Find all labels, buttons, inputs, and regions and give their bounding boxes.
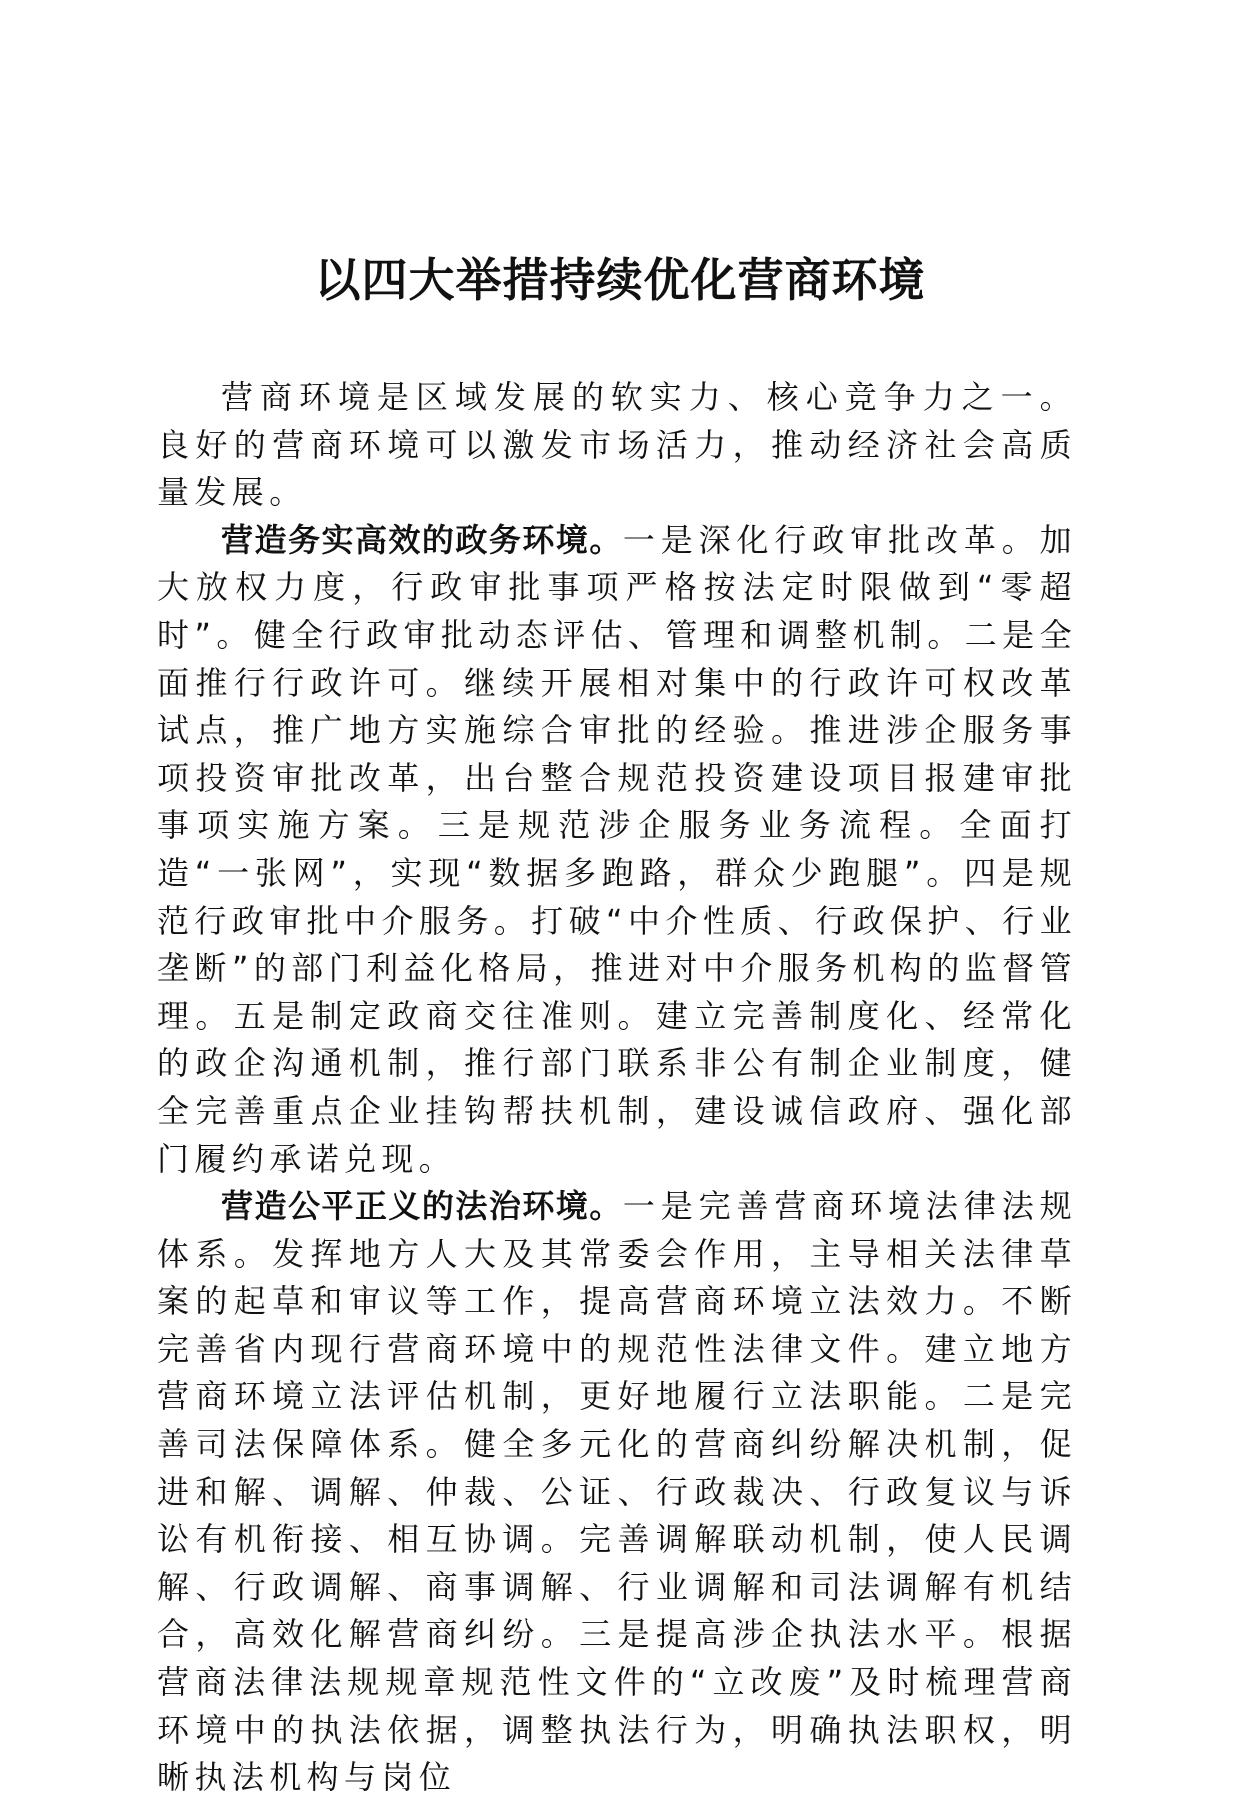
document-title: 以四大举措持续优化营商环境 xyxy=(314,253,926,307)
intro-paragraph: 营商环境是区域发展的软实力、核心竞争力之一。良好的营商环境可以激发市场活力，推动经济社会高质量发展。 xyxy=(157,378,1077,512)
document-body xyxy=(157,374,1077,1802)
section-text-government: 一是深化行政审批改革。加大放权力度，行政审批事项严格按法定时限做到“零超时”。健全行政审批动态评估、管理和调整机制。二是全面推行行政许可。继续开展相对集中的行政许可权改革试点，推广地方实施综合审批的经验。推进涉企服务事项投资审批改革，出台整合规范投资建设项目报建审批事项实施方案。三是规范涉企服务业务流程。全面打造“一张网”，实现“数据多跑路，群众少跑腿”。四是规范行政审批中介服务。打破“中介性质、行政保护、行业垄断”的部门利益化格局，推进对中介服务机构的监督管理。五是制定政商交往准则。建立完善制度化、经常化的政企沟通机制，推行部门联系非公有制企业制度，健全完善重点企业挂钩帮扶机制，建设诚信政府、强化部门履约承诺兑现。 xyxy=(157,520,1077,1178)
section-lead-legal: 营造公平正义的法治环境。 xyxy=(221,1187,623,1226)
section-paragraph-legal xyxy=(157,1183,1077,1802)
section-paragraph-government xyxy=(157,517,1077,1183)
section-lead-government: 营造务实高效的政务环境。 xyxy=(221,520,623,559)
section-text-legal: 一是完善营商环境法律法规体系。发挥地方人大及其常委会作用，主导相关法律草案的起草和审议等工作，提高营商环境立法效力。不断完善省内现行营商环境中的规范性法律文件。建立地方营商环境立法评估机制，更好地履行立法职能。二是完善司法保障体系。健全多元化的营商纠纷解决机制，促进和解、调解、仲裁、公证、行政裁决、行政复议与诉讼有机衔接、相互协调。完善调解联动机制，使人民调解、行政调解、商事调解、行业调解和司法调解有机结合，高效化解营商纠纷。三是提高涉企执法水平。根据营商法律法规规章规范性文件的“立改废”及时梳理营商环境中的执法依据，调整执法行为，明确执法职权，明晰执法机构与岗位 xyxy=(157,1187,1077,1797)
